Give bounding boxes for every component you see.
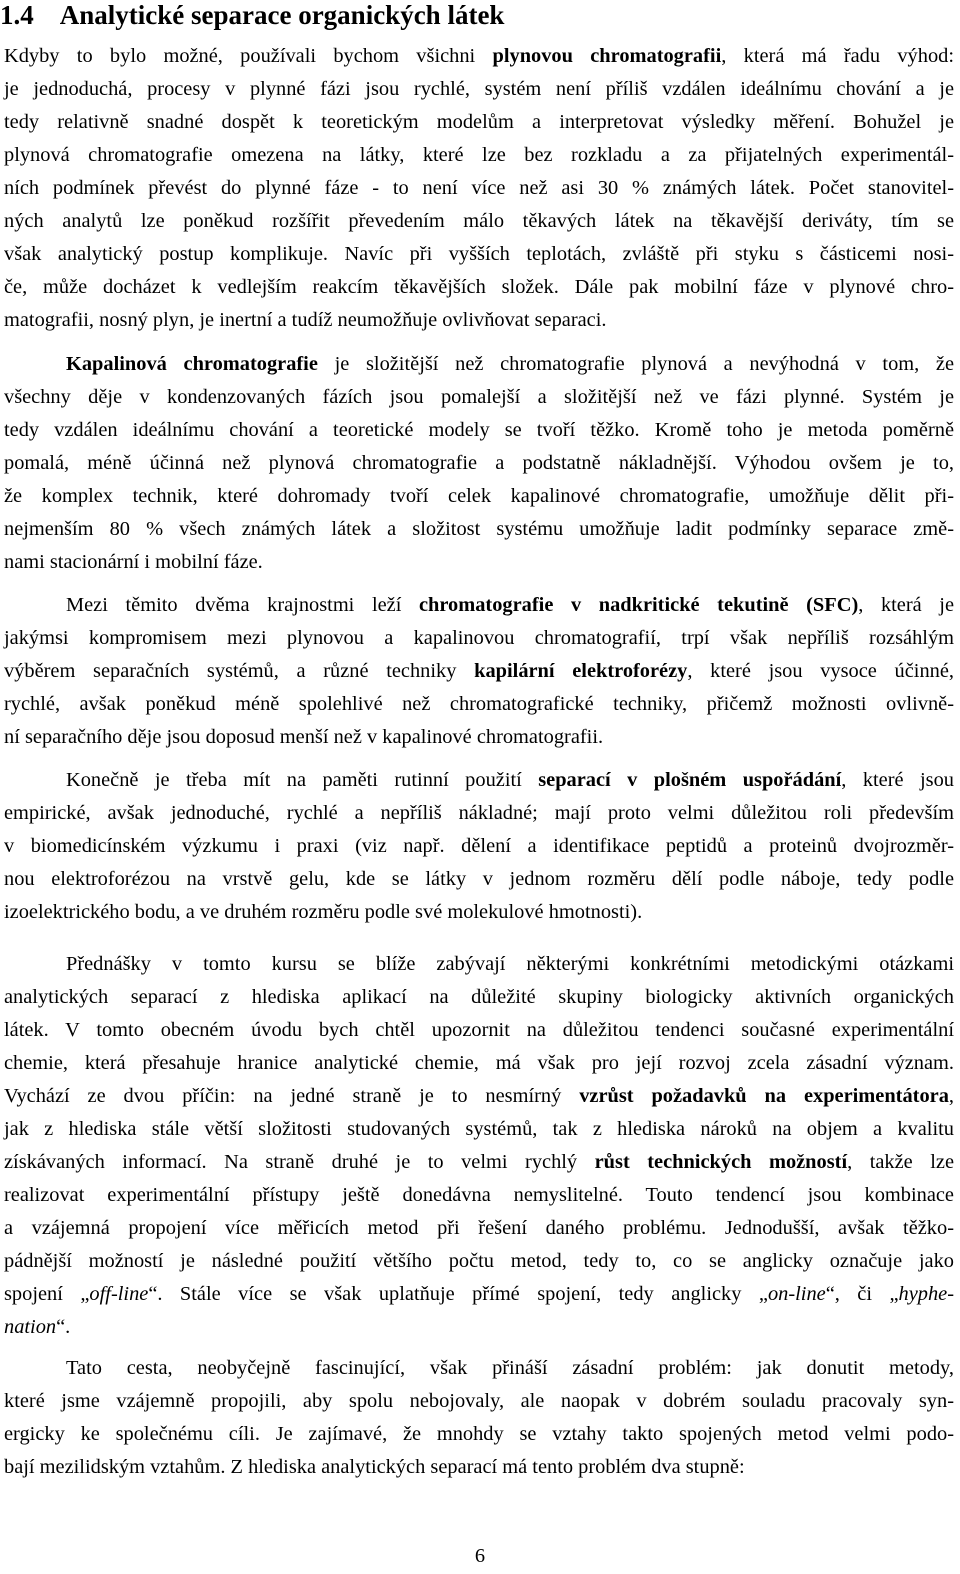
text-run: , takže lze [847, 1151, 954, 1173]
text-run: však analytický postup komplikuje. Navíc při vyšších teplotách, zvláště při styku s částicemi nosi- [4, 243, 954, 265]
text-run: bají mezilidským vztahům. Z hlediska analytických separací má tento problém dva stupně: [4, 1456, 745, 1478]
page-number: 6 [474, 1545, 486, 1567]
text-line [4, 981, 954, 1014]
text-line [4, 480, 954, 513]
text-line [4, 1278, 954, 1311]
text-line [4, 73, 954, 106]
text-run: pomalá, méně účinná než plynová chromatografie a podstatně nákladnější. Výhodou ovšem je to, [4, 452, 954, 474]
text-line [4, 172, 954, 205]
italic-term: off-line [89, 1283, 149, 1305]
text-run: nou elektroforézou na vrstvě gelu, kde se látky v jednom rozměru dělí podle náboje, tedy podle [4, 868, 954, 890]
text-run: jakýmsi kompromisem mezi plynovou a kapalinovou chromatografií, trpí však nepříliš rozsáhlým [4, 627, 954, 649]
bold-term: růst technických možností [594, 1151, 848, 1173]
section-title: Analytické separace organických látek [59, 0, 505, 30]
text-line [4, 40, 954, 73]
text-run: Přednášky v tomto kursu se blíže zabývají některými konkrétními metodickými otázkami [66, 953, 954, 975]
bold-term: chromatografie v nadkritické tekutině (SFC) [418, 594, 859, 616]
text-run: “. [56, 1316, 71, 1338]
text-run: rychlé, avšak poněkud méně spolehlivé než chromatografické techniky, přičemž možnosti ovlivně- [4, 693, 954, 715]
text-run: izoelektrického bodu, a ve druhém rozměru podle své molekulové hmotnosti). [4, 901, 643, 923]
text-line [4, 896, 954, 929]
text-run: ergicky ke společnému cíli. Je zajímavé, že mnohdy se vztahy takto spojených metod velmi podo- [4, 1423, 954, 1445]
bold-term: separací v plošném uspořádání [538, 769, 842, 791]
bold-term: kapilární elektroforézy [474, 660, 688, 682]
text-run: spojení „ [4, 1283, 90, 1305]
text-line [4, 1245, 954, 1278]
text-run: ní separačního děje jsou doposud menší než v kapalinové chromatografii. [4, 726, 604, 748]
text-run: analytických separací z hlediska aplikací na důležité skupiny biologicky aktivních organických [4, 986, 954, 1008]
text-line [4, 1179, 954, 1212]
text-line [4, 622, 954, 655]
text-run: pádnější možností je následné použití většího počtu metod, tedy to, co se anglicky označuje jako [4, 1250, 954, 1272]
section-heading [0, 0, 504, 30]
text-run: “. Stále více se však uplatňuje přímé spojení, tedy anglicky „ [148, 1283, 768, 1305]
text-line [4, 205, 954, 238]
text-line [4, 655, 954, 688]
text-run: empirické, avšak jednoduché, rychlé a nepříliš nákladné; mají proto velmi důležitou roli především [4, 802, 954, 824]
text-line [4, 513, 954, 546]
text-run: ních podmínek převést do plynné fáze - to není více než asi 30 % známých látek. Počet stanovitel- [4, 177, 954, 199]
bold-term: vzrůst požadavků na experimentátora [579, 1085, 949, 1107]
text-run: tedy relativně snadné dospět k teoretickým modelům a interpretovat výsledky měření. Bohužel je [4, 111, 954, 133]
text-run: jak z hlediska stále větší složitosti studovaných systémů, tak z hlediska nároků na objem a kvalitu [4, 1118, 954, 1140]
text-line [4, 271, 954, 304]
text-line [4, 1418, 954, 1451]
italic-term: hyphe- [898, 1283, 955, 1305]
text-line [4, 1080, 954, 1113]
text-run: všechny děje v kondenzovaných fázích jsou pomalejší a složitější než ve fázi plynné. Systém je [4, 386, 954, 408]
text-run: a vzájemná propojení více měřicích metod při řešení daného problému. Jednodušší, avšak těžko- [4, 1217, 954, 1239]
text-run: , které jsou [841, 769, 954, 791]
italic-term: nation [4, 1316, 57, 1338]
text-line [4, 139, 954, 172]
text-line [4, 1311, 954, 1344]
text-run: nejmenším 80 % všech známých látek a složitost systému umožňuje ladit podmínky separace změ- [4, 518, 954, 540]
text-run: , která je [858, 594, 955, 616]
text-line [4, 1451, 954, 1484]
text-line [4, 863, 954, 896]
text-line [4, 414, 954, 447]
text-run: tedy vzdálen ideálnímu chování a teoretické modely se tvoří těžko. Kromě toho je metoda poměrně [4, 419, 954, 441]
text-line [4, 721, 954, 754]
text-run: če, může docházet k vedlejším reakcím těkavějších složek. Dále pak mobilní fáze v plynové chro- [4, 276, 954, 298]
text-run: ných analytů lze poněkud rozšířit převedením málo těkavých látek na těkavější deriváty, tím se [4, 210, 954, 232]
text-run: nami stacionární i mobilní fáze. [4, 551, 263, 573]
text-line [4, 688, 954, 721]
text-run: , které jsou vysoce účinné, [687, 660, 954, 682]
text-line [4, 1212, 954, 1245]
text-run: v biomedicínském výzkumu i praxi (viz např. dělení a identifikace peptidů a proteinů dvojrozměr- [4, 835, 954, 857]
text-run: Kdyby to bylo možné, používali bychom všichni [4, 45, 493, 67]
text-run: je jednoduchá, procesy v plynné fázi jsou rychlé, systém není příliš vzdálen ideálnímu chování a je [4, 78, 954, 100]
text-run: je složitější než chromatografie plynová a nevýhodná v tom, že [317, 353, 954, 375]
text-line [4, 830, 954, 863]
text-line [66, 948, 954, 981]
text-line [4, 1385, 954, 1418]
text-run: matografii, nosný plyn, je inertní a tudíž neumožňuje ovlivňovat separaci. [4, 309, 607, 331]
text-run: které jsme vzájemně propojili, aby spolu nebojovaly, ale naopak v dobrém souladu pracovaly syn- [4, 1390, 954, 1412]
text-line [4, 797, 954, 830]
text-run: chemie, která přesahuje hranice analytické chemie, má však pro její rozvoj zcela zásadní význam. [4, 1052, 954, 1074]
text-line [4, 1146, 954, 1179]
text-line [4, 546, 954, 579]
text-line [66, 589, 954, 622]
text-run: Vychází ze dvou příčin: na jedné straně je to nesmírný [4, 1085, 580, 1107]
text-run: Tato cesta, neobyčejně fascinující, však přináší zásadní problém: jak donutit metody, [66, 1357, 954, 1379]
text-run: získávaných informací. Na straně druhé je to velmi rychlý [4, 1151, 595, 1173]
text-line [4, 1014, 954, 1047]
text-line [4, 1047, 954, 1080]
text-line [66, 764, 954, 797]
bold-term: plynovou chromatografii [492, 45, 722, 67]
text-line [4, 1113, 954, 1146]
text-line [4, 304, 954, 337]
text-run: Konečně je třeba mít na paměti rutinní použití [66, 769, 539, 791]
text-line [66, 1352, 954, 1385]
text-run: , která má řadu výhod: [721, 45, 954, 67]
text-run: Mezi těmito dvěma krajnostmi leží [66, 594, 419, 616]
text-run: plynová chromatografie omezena na látky, které lze bez rozkladu a za přijatelných experimentál- [4, 144, 954, 166]
text-line [66, 348, 954, 381]
text-line [4, 447, 954, 480]
text-line [4, 238, 954, 271]
text-run: výběrem separačních systémů, a různé techniky [4, 660, 475, 682]
text-run: “, či „ [825, 1283, 899, 1305]
text-line [4, 381, 954, 414]
section-number: 1.4 [0, 0, 34, 30]
italic-term: on-line [767, 1283, 826, 1305]
text-run: látek. V tomto obecném úvodu bych chtěl upozornit na důležitou tendenci současné experimentální [4, 1019, 954, 1041]
text-run: že komplex technik, které dohromady tvoří celek kapalinové chromatografie, umožňuje dělit při- [4, 485, 954, 507]
text-run: , [948, 1085, 955, 1107]
bold-term: Kapalinová chromatografie [66, 353, 318, 375]
text-line [4, 106, 954, 139]
text-run: realizovat experimentální přístupy ještě donedávna nemyslitelné. Touto tendencí jsou kombinace [4, 1184, 954, 1206]
